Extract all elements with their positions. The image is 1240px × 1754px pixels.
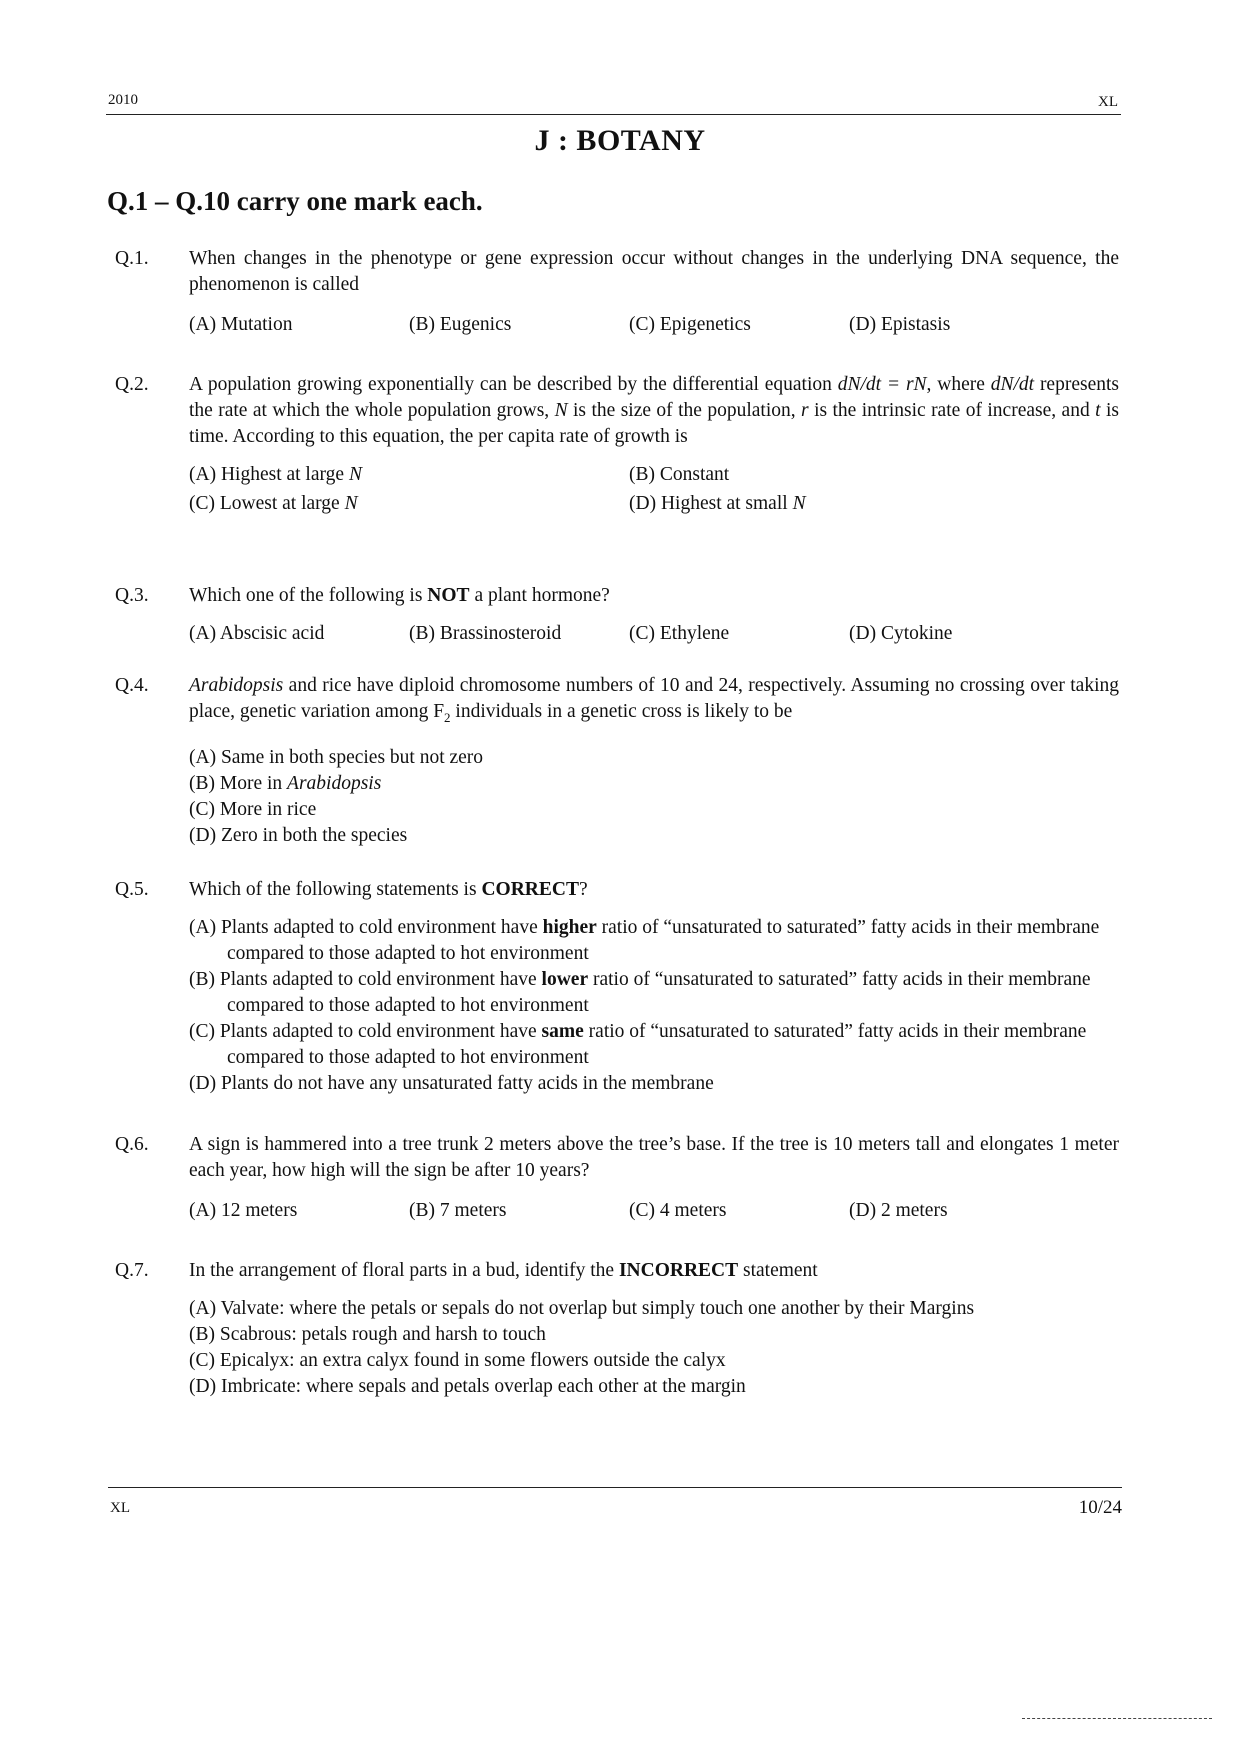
- option-c: (C) Lowest at large N: [189, 493, 358, 514]
- footer-rule: [108, 1487, 1122, 1488]
- question-text: Which one of the following is NOT a plant hormone?: [189, 585, 610, 606]
- option-d: (D) Imbricate: where sepals and petals overlap each other at the margin: [189, 1376, 746, 1397]
- option-a: (A) 12 meters: [189, 1200, 298, 1221]
- options-grid: [189, 462, 1119, 517]
- option-d: (D) Cytokine: [849, 623, 953, 644]
- options-row: [189, 1198, 1119, 1224]
- option-d: (D) 2 meters: [849, 1200, 948, 1221]
- page-title: J : BOTANY: [534, 124, 706, 157]
- question-7: [107, 1258, 1119, 1400]
- option-b: (B) Constant: [629, 464, 730, 485]
- option-b: (B) Brassinosteroid: [409, 623, 562, 644]
- option-d: (D) Epistasis: [849, 314, 951, 335]
- question-3: [107, 583, 1119, 647]
- option-c: (C) More in rice: [189, 798, 317, 820]
- header-paper-code: XL: [1098, 94, 1118, 110]
- question-number: Q.3.: [115, 585, 149, 606]
- question-2: [107, 372, 1119, 517]
- page-number: 10/24: [1078, 1497, 1122, 1518]
- option-d: (D) Plants do not have any unsaturated fatty acids in the membrane: [189, 1073, 714, 1094]
- question-text: In the arrangement of floral parts in a bud, identify the INCORRECT statement: [189, 1260, 818, 1281]
- question-text: A sign is hammered into a tree trunk 2 meters above the tree’s base. If the tree is 10 meters tall and elongates 1 meter each year, how high will the sign be after 10 years?: [189, 1134, 1119, 1181]
- option-d: (D) Highest at small N: [629, 493, 806, 514]
- option-c: (C) 4 meters: [629, 1200, 727, 1221]
- question-text: A population growing exponentially can be described by the differential equation dN/dt = rN, where dN/dt represents the rate at which the whole population grows, N is the size of the population, r is the intrinsic rate of increase, and t is time. According to this equation, the per capita rate of growth is: [189, 374, 1119, 447]
- question-number: Q.4.: [115, 675, 149, 696]
- question-number: Q.7.: [115, 1260, 149, 1281]
- option-b: (B) Scabrous: petals rough and harsh to touch: [189, 1324, 546, 1345]
- option-c: (C) Plants adapted to cold environment have same ratio of “unsaturated to saturated” fatty acids in their membrane compared to those adapted to hot environment: [189, 1021, 1087, 1068]
- scan-artifact-line: [1022, 1718, 1212, 1719]
- question-6: [107, 1132, 1119, 1224]
- options-list: [189, 1296, 1119, 1400]
- options-row: [189, 312, 1119, 338]
- question-text: Which of the following statements is CORRECT?: [189, 879, 588, 900]
- option-b: (B) Eugenics: [409, 314, 512, 335]
- option-a: (A) Same in both species but not zero: [189, 746, 484, 768]
- options-row: [189, 621, 1119, 647]
- question-4: [107, 673, 1119, 849]
- option-b: (B) 7 meters: [409, 1200, 507, 1221]
- section-heading: Q.1 – Q.10 carry one mark each.: [107, 186, 483, 216]
- option-a: (A) Mutation: [189, 314, 293, 335]
- option-d: (D) Zero in both the species: [189, 824, 408, 846]
- question-text: When changes in the phenotype or gene expression occur without changes in the underlying DNA sequence, the phenomenon is called: [189, 248, 1119, 295]
- option-a: (A) Plants adapted to cold environment have higher ratio of “unsaturated to saturated” fatty acids in their membrane compared to those adapted to hot environment: [189, 917, 1100, 964]
- option-b: (B) Plants adapted to cold environment have lower ratio of “unsaturated to saturated” fatty acids in their membrane compared to those adapted to hot environment: [189, 969, 1091, 1016]
- options-list: [189, 915, 1119, 1097]
- question-1: [107, 246, 1119, 338]
- option-c: (C) Epigenetics: [629, 314, 751, 335]
- footer-paper-code: XL: [110, 1500, 130, 1516]
- option-c: (C) Ethylene: [629, 623, 730, 644]
- option-c: (C) Epicalyx: an extra calyx found in some flowers outside the calyx: [189, 1350, 726, 1371]
- question-5: [107, 877, 1119, 1097]
- question-text: Arabidopsis and rice have diploid chromosome numbers of 10 and 24, respectively. Assuming no crossing over taking place, genetic variation among $F_2$ individuals in a genetic cross is likely to be: [189, 675, 1119, 725]
- option-a: (A) Highest at large N: [189, 464, 362, 485]
- question-number: Q.6.: [115, 1134, 149, 1155]
- header-year: 2010: [108, 92, 138, 108]
- question-number: Q.5.: [115, 879, 149, 900]
- options-list: [189, 745, 1119, 849]
- header-rule: [106, 114, 1121, 115]
- question-number: Q.1.: [115, 248, 149, 269]
- option-a: (A) Valvate: where the petals or sepals do not overlap but simply touch one another by their Margins: [189, 1298, 975, 1319]
- option-b: (B) More in Arabidopsis: [189, 772, 382, 794]
- question-number: Q.2.: [115, 374, 149, 395]
- option-a: (A) Abscisic acid: [189, 623, 325, 644]
